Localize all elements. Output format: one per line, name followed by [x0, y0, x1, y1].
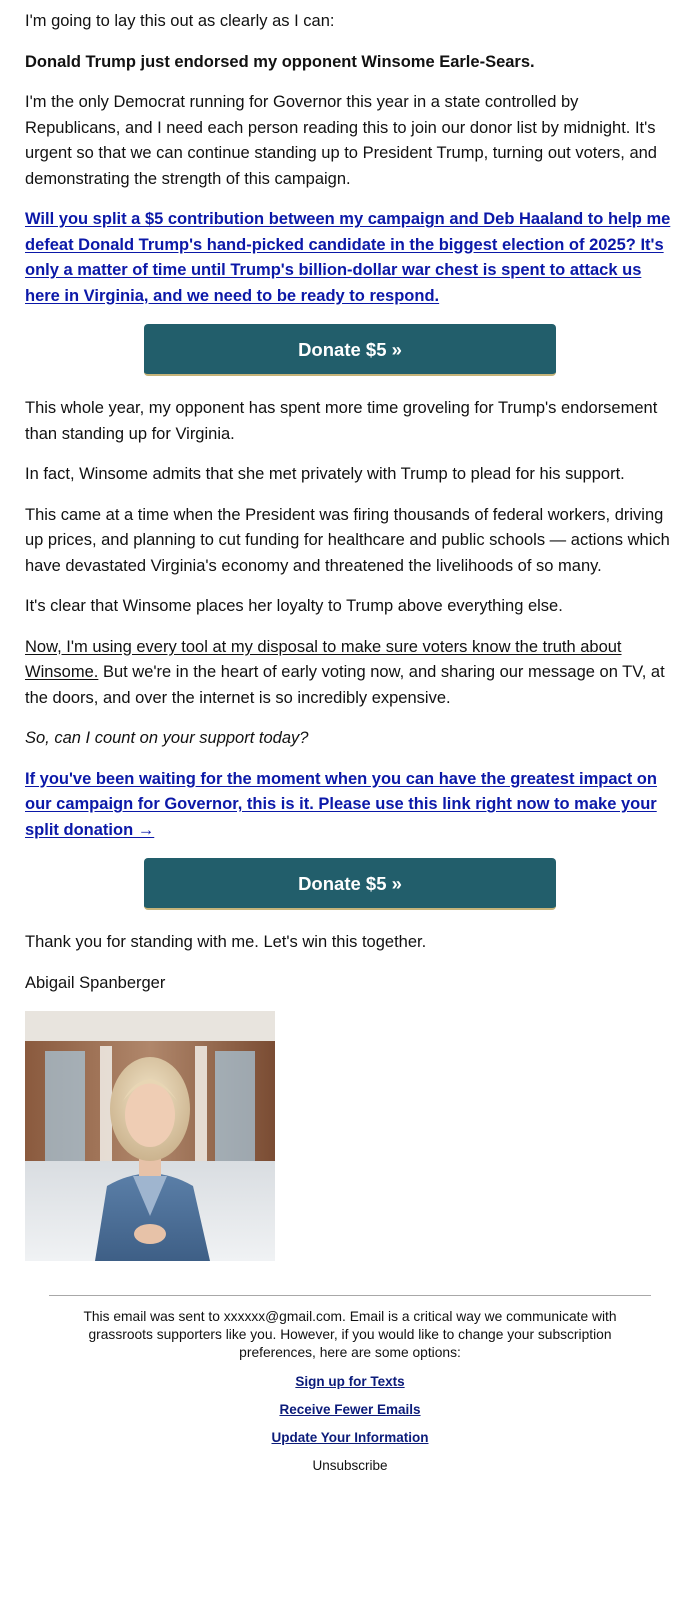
donate-button-container-2: [25, 858, 675, 910]
paragraph-6-underlined: Now, I'm using every tool at my disposal to make sure voters know the truth about Winsome.: [25, 637, 622, 681]
donate-link-paragraph-2: [25, 767, 675, 844]
thanks-text: Thank you for standing with me. Let's win this together.: [25, 933, 427, 951]
receive-fewer-emails-link[interactable]: Receive Fewer Emails: [279, 1402, 421, 1417]
headline-text: Donald Trump just endorsed my opponent Winsome Earle-Sears.: [25, 52, 535, 71]
donate-button-2[interactable]: Donate $5 »: [144, 858, 556, 910]
donate-button-1[interactable]: Donate $5 »: [144, 324, 556, 376]
paragraph-6-rest: But we're in the heart of early voting now, and sharing our message on TV, at the doors, and over the internet is so incredibly expensive.: [25, 663, 665, 707]
donate-button-container-1: [25, 324, 675, 376]
paragraph-4: This came at a time when the President was firing thousands of federal workers, driving up prices, and planning to cut funding for healthcare and public schools — actions which have devastated Virginia's economy and threatened the livelihoods of so many.: [25, 505, 670, 575]
donate-link-paragraph-1: [25, 207, 675, 309]
support-question: So, can I count on your support today?: [25, 729, 309, 747]
paragraph-5: It's clear that Winsome places her loyalty to Trump above everything else.: [25, 597, 563, 615]
candidate-photo: [25, 1011, 275, 1261]
sign-up-texts-link[interactable]: Sign up for Texts: [295, 1374, 405, 1389]
paragraph-1: I'm the only Democrat running for Governor this year in a state controlled by Republicans, and I need each person reading this to join our donor list by midnight. It's urgent so that we can continue standing up to President Trump, turning out voters, and demonstrating the strength of this campaign.: [25, 93, 657, 188]
update-information-link[interactable]: Update Your Information: [271, 1430, 429, 1445]
donate-link-2[interactable]: If you've been waiting for the moment when you can have the greatest impact on our campaign for Governor, this is it. Please use this link right now to make your split donation →: [25, 769, 657, 839]
unsubscribe-link[interactable]: Unsubscribe: [312, 1458, 388, 1473]
paragraph-2: This whole year, my opponent has spent more time groveling for Trump's endorsement than standing up for Virginia.: [25, 399, 658, 443]
paragraph-3: In fact, Winsome admits that she met privately with Trump to plead for his support.: [25, 465, 625, 483]
footer-notice: This email was sent to xxxxxx@gmail.com. Email is a critical way we communicate with grassroots supporters like you. However, if you would like to change your subscription preferences, here are some options:: [83, 1309, 617, 1360]
intro-text: I'm going to lay this out as clearly as I can:: [25, 12, 335, 30]
footer: [0, 1308, 700, 1474]
donate-link-1[interactable]: Will you split a $5 contribution between my campaign and Deb Haaland to help me defeat Donald Trump's hand-picked candidate in the biggest election of 2025? It's only a matter of time until Trump's billion-dollar war chest is spent to attack us here in Virginia, and we need to be ready to respond.: [25, 210, 671, 305]
paragraph-6: [25, 635, 675, 712]
signature: Abigail Spanberger: [25, 973, 166, 992]
footer-divider: [49, 1295, 651, 1296]
